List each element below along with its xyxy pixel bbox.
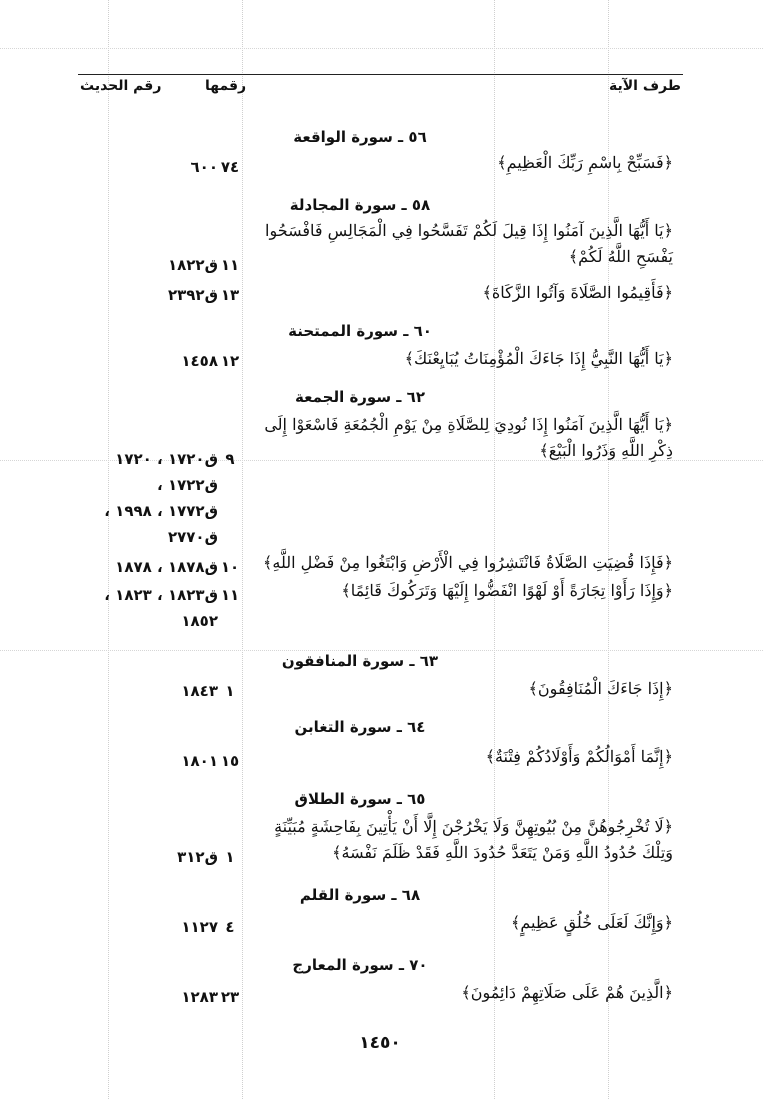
hadith-number: ١٨٥٢ [181, 612, 218, 630]
grid-line [0, 650, 763, 651]
verse-number: ١١ [220, 256, 240, 274]
sura-title: ٦٢ ـ سورة الجمعة [295, 388, 425, 406]
grid-line [0, 48, 763, 49]
hadith-number: ق١٧٧٢ ، ١٩٩٨ ، [104, 502, 218, 520]
verse-number: ٢٣ [220, 988, 240, 1006]
hadith-number: ١١٢٧ [181, 918, 218, 936]
verse-text: ﴿فَأَقِيمُوا الصَّلَاةَ وَآتُوا الزَّكَاةَ﴾ [482, 283, 673, 302]
sura-title: ٦٨ ـ سورة القلم [299, 886, 421, 904]
verse-text: ﴿إِنَّمَا أَمْوَالُكُمْ وَأَوْلَادُكُمْ فِتْنَةٌ﴾ [485, 747, 673, 766]
verse-number: ٩ [225, 450, 235, 468]
hadith-number: ١٨٠١ [181, 752, 218, 770]
verse-number: ١ [225, 848, 235, 866]
sura-title: ٥٦ ـ سورة الواقعة [293, 128, 427, 146]
verse-number: ١٢ [220, 352, 240, 370]
verse-text: ﴿يَا أَيُّهَا الَّذِينَ آمَنُوا إِذَا قِيلَ لَكُمْ تَفَسَّحُوا فِي الْمَجَالِسِ فَافْسَحُوا يَفْسَحِ اللَّهُ لَكُمْ﴾ [265, 221, 673, 266]
hadith-number: ق١٧٢٢ ، [157, 476, 218, 494]
sura-title: ٦٣ ـ سورة المنافقون [281, 652, 439, 670]
header-rule [78, 74, 683, 75]
verse-text: ﴿فَإِذَا قُضِيَتِ الصَّلَاةُ فَانْتَشِرُوا فِي الْأَرْضِ وَابْتَغُوا مِنْ فَضْلِ اللَّهِ﴾ [263, 553, 673, 572]
sura-title: ٦٤ ـ سورة التغابن [294, 718, 426, 736]
sura-title: ٦٥ ـ سورة الطلاق [294, 790, 426, 808]
sura-title: ٧٠ ـ سورة المعارج [292, 956, 428, 974]
hadith-number: ق٣١٢ [177, 848, 218, 866]
hadith-number: ق٢٧٧٠ [167, 528, 218, 546]
column-header-verse: طرف الآية [608, 78, 681, 94]
sura-title: ٦٠ ـ سورة الممتحنة [288, 322, 432, 340]
verse-text: ﴿إِذَا جَاءَكَ الْمُنَافِقُونَ﴾ [528, 679, 673, 698]
hadith-number: ق٢٣٩٢ [167, 286, 218, 304]
verse-number: ١٠ [220, 558, 240, 576]
column-header-hadith: رقم الحديث [80, 78, 162, 94]
verse-number: ١٥ [220, 752, 240, 770]
verse-number: ١ [225, 682, 235, 700]
hadith-number: ١٢٨٣ [181, 988, 218, 1006]
verse-text: ﴿يَا أَيُّهَا النَّبِيُّ إِذَا جَاءَكَ الْمُؤْمِنَاتُ يُبَايِعْنَكَ﴾ [404, 349, 673, 368]
verse-text: ﴿وَإِنَّكَ لَعَلَى خُلُقٍ عَظِيمٍ﴾ [510, 913, 673, 932]
verse-text: ﴿لَا تُخْرِجُوهُنَّ مِنْ بُيُوتِهِنَّ وَلَا يَخْرُجْنَ إِلَّا أَنْ يَأْتِينَ بِفَاحِشَةٍ مُبَيِّنَةٍ وَتِلْكَ حُدُودُ اللَّهِ وَمَنْ يَتَعَدَّ حُدُودَ اللَّهِ فَقَدْ ظَلَمَ نَفْسَهُ﴾ [274, 817, 673, 862]
hadith-number: ٦٠٠ [190, 158, 218, 176]
hadith-number: ق١٨٧٨ ، ١٨٧٨ [115, 558, 218, 576]
hadith-number: ق١٧٢٠ ، ١٧٢٠ [115, 450, 218, 468]
hadith-number: ١٤٥٨ [181, 352, 218, 370]
page-number: ١٤٥٠ [359, 1033, 401, 1053]
verse-text: ﴿يَا أَيُّهَا الَّذِينَ آمَنُوا إِذَا نُودِيَ لِلصَّلَاةِ مِنْ يَوْمِ الْجُمُعَةِ فَاسْعَوْا إِلَى ذِكْرِ اللَّهِ وَذَرُوا الْبَيْعَ﴾ [264, 415, 673, 460]
hadith-number: ١٨٤٣ [181, 682, 218, 700]
verse-number: ٧٤ [220, 158, 240, 176]
verse-text: ﴿الَّذِينَ هُمْ عَلَى صَلَاتِهِمْ دَائِمُونَ﴾ [461, 983, 673, 1002]
verse-number: ٤ [225, 918, 235, 936]
hadith-number: ق١٨٢٢ [167, 256, 218, 274]
hadith-number: ق١٨٢٣ ، ١٨٢٣ ، [104, 586, 218, 604]
verse-text: ﴿وَإِذَا رَأَوْا تِجَارَةً أَوْ لَهْوًا انْفَضُّوا إِلَيْهَا وَتَرَكُوكَ قَائِمًا﴾ [341, 581, 673, 600]
sura-title: ٥٨ ـ سورة المجادلة [289, 196, 431, 214]
verse-number: ١١ [220, 586, 240, 604]
column-header-number: رقمها [205, 78, 247, 94]
verse-number: ١٣ [220, 286, 240, 304]
verse-text: ﴿فَسَبِّحْ بِاسْمِ رَبِّكَ الْعَظِيمِ﴾ [497, 153, 673, 172]
